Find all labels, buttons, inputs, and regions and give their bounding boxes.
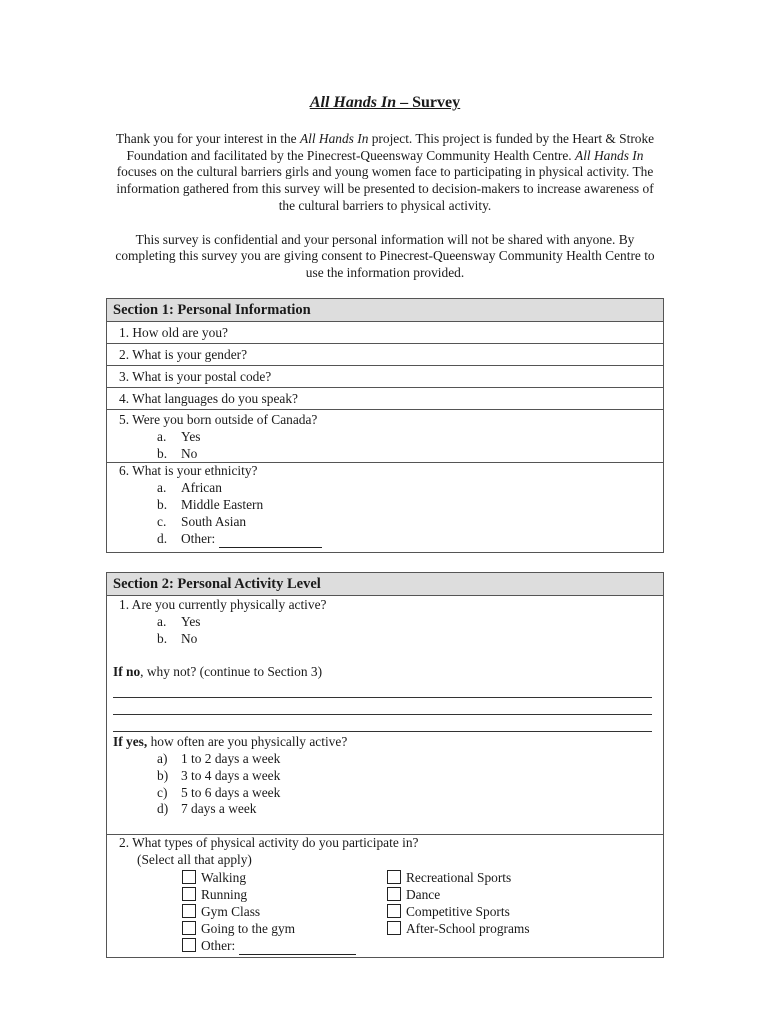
checkbox-icon[interactable] bbox=[387, 870, 401, 884]
option-key: d. bbox=[157, 530, 168, 546]
option-african[interactable] bbox=[107, 480, 663, 497]
intro-paragraph-2: This survey is confidential and your personal information will not be shared with anyone. By completing this survey you are giving consent to Pinecrest-Queensway Community Health Centre to use the information provided. bbox=[115, 231, 655, 280]
checkbox-label: Walking bbox=[201, 869, 247, 885]
checkbox-dance[interactable] bbox=[387, 886, 530, 903]
option-key: d) bbox=[157, 801, 169, 817]
checkbox-icon[interactable] bbox=[182, 921, 196, 935]
option-other[interactable] bbox=[107, 531, 663, 549]
checkbox-recreational-sports[interactable] bbox=[387, 869, 530, 886]
answer-line[interactable] bbox=[113, 715, 652, 732]
option-south-asian[interactable] bbox=[107, 514, 663, 531]
option-7-days[interactable] bbox=[107, 801, 663, 818]
checkbox-walking[interactable] bbox=[182, 869, 387, 886]
checkbox-running[interactable] bbox=[182, 886, 387, 903]
option-3-4-days[interactable] bbox=[107, 768, 663, 785]
checkbox-icon[interactable] bbox=[387, 904, 401, 918]
activity-checkboxes bbox=[107, 869, 663, 955]
option-key: c. bbox=[157, 513, 167, 529]
option-no[interactable] bbox=[107, 631, 663, 648]
option-label: Other: bbox=[181, 530, 216, 546]
option-label: African bbox=[181, 480, 222, 496]
other-blank-field[interactable] bbox=[219, 531, 322, 549]
option-key: a. bbox=[157, 428, 167, 444]
q-postal-code[interactable]: 3. What is your postal code? bbox=[119, 369, 272, 384]
option-key: b. bbox=[157, 496, 168, 512]
checkbox-going-to-gym[interactable] bbox=[182, 920, 387, 937]
title-italic: All Hands In bbox=[309, 94, 397, 111]
if-no-label: If no bbox=[113, 664, 141, 680]
checkbox-gym-class[interactable] bbox=[182, 903, 387, 920]
checkbox-label: Running bbox=[201, 886, 248, 902]
option-label: 5 to 6 days a week bbox=[181, 784, 281, 800]
option-5-6-days[interactable] bbox=[107, 785, 663, 802]
intro-p1-b: project. This project is funded by the Heart & Stroke Foundation and facilitated by the Pinecrest-Queensway Community Health Centre. bbox=[126, 131, 655, 163]
checkbox-competitive-sports[interactable] bbox=[387, 903, 530, 920]
q-born-outside-canada: 5. Were you born outside of Canada? bbox=[119, 412, 318, 427]
checkbox-label: Dance bbox=[406, 886, 441, 902]
option-label: No bbox=[181, 445, 198, 461]
option-label: 7 days a week bbox=[181, 801, 257, 817]
option-key: b. bbox=[157, 630, 168, 646]
option-middle-eastern[interactable] bbox=[107, 497, 663, 514]
checkbox-label: Recreational Sports bbox=[406, 869, 512, 885]
q-gender[interactable]: 2. What is your gender? bbox=[119, 347, 248, 362]
q-languages[interactable]: 4. What languages do you speak? bbox=[119, 391, 298, 406]
if-yes-prompt bbox=[107, 734, 663, 751]
checkbox-label: After-School programs bbox=[406, 920, 530, 936]
answer-line[interactable] bbox=[113, 681, 652, 698]
checkbox-label: Competitive Sports bbox=[406, 903, 510, 919]
option-key: b. bbox=[157, 445, 168, 461]
checkbox-other[interactable] bbox=[182, 937, 387, 955]
option-key: a. bbox=[157, 613, 167, 629]
section2-table bbox=[106, 572, 664, 958]
answer-line[interactable] bbox=[113, 698, 652, 715]
option-yes[interactable] bbox=[107, 429, 663, 446]
intro-p1-italic2: All Hands In bbox=[575, 147, 644, 163]
section1-table bbox=[106, 298, 664, 553]
section2-header: Section 2: Personal Activity Level bbox=[107, 573, 664, 596]
option-label: 3 to 4 days a week bbox=[181, 767, 281, 783]
q-activity-types: 2. What types of physical activity do you participate in? bbox=[119, 835, 419, 851]
option-yes[interactable] bbox=[107, 614, 663, 631]
title-rest: – Survey bbox=[396, 94, 461, 111]
q-age[interactable]: 1. How old are you? bbox=[119, 325, 228, 340]
intro-p1-italic1: All Hands In bbox=[299, 131, 369, 146]
option-key: a. bbox=[157, 480, 167, 496]
intro-text bbox=[108, 131, 662, 299]
if-no-text: , why not? (continue to Section 3) bbox=[140, 664, 323, 680]
if-yes-label: If yes, bbox=[113, 734, 148, 750]
checkbox-icon[interactable] bbox=[182, 904, 196, 918]
checkbox-after-school[interactable] bbox=[387, 920, 530, 937]
checkbox-icon[interactable] bbox=[387, 887, 401, 901]
select-all-note: (Select all that apply) bbox=[137, 851, 252, 867]
intro-p1-a: Thank you for your interest in the bbox=[115, 131, 300, 146]
option-label: Yes bbox=[181, 428, 201, 444]
checkbox-label: Gym Class bbox=[201, 903, 261, 919]
if-no-prompt bbox=[107, 664, 663, 681]
other-blank-field[interactable] bbox=[239, 937, 356, 955]
intro-p1-c: focuses on the cultural barriers girls and young women face to participating in physical activity. The information gathered from this survey will be presented to decision-makers to increase awareness of the cultural barriers to physical activity. bbox=[116, 164, 654, 213]
option-label: Yes bbox=[181, 613, 201, 629]
intro-paragraph-1 bbox=[108, 131, 662, 215]
option-label: South Asian bbox=[181, 513, 247, 529]
checkbox-label: Going to the gym bbox=[201, 920, 296, 936]
option-key: b) bbox=[157, 767, 169, 783]
section1-header: Section 1: Personal Information bbox=[107, 299, 664, 322]
option-no[interactable] bbox=[107, 446, 663, 463]
checkbox-icon[interactable] bbox=[182, 887, 196, 901]
if-yes-text: how often are you physically active? bbox=[147, 734, 348, 750]
option-key: a) bbox=[157, 750, 168, 766]
option-key: c) bbox=[157, 784, 168, 800]
checkbox-icon[interactable] bbox=[182, 870, 196, 884]
option-label: Middle Eastern bbox=[181, 496, 264, 512]
checkbox-label: Other: bbox=[201, 937, 236, 953]
option-label: No bbox=[181, 630, 198, 646]
checkbox-icon[interactable] bbox=[182, 938, 196, 952]
q-physically-active: 1. Are you currently physically active? bbox=[119, 597, 327, 612]
page-title bbox=[0, 94, 770, 112]
option-label: 1 to 2 days a week bbox=[181, 750, 281, 766]
checkbox-icon[interactable] bbox=[387, 921, 401, 935]
option-1-2-days[interactable] bbox=[107, 751, 663, 768]
q-ethnicity: 6. What is your ethnicity? bbox=[119, 463, 258, 479]
